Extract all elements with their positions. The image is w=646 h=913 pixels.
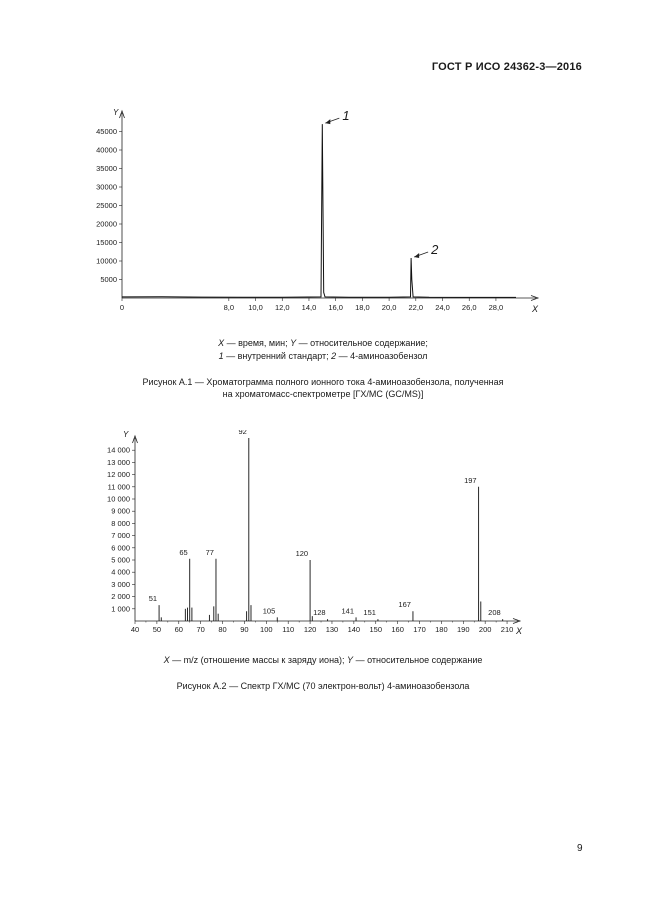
peak-label: 77 — [205, 547, 214, 557]
y-tick-label: 13 000 — [107, 457, 130, 467]
y-tick-label: 40000 — [96, 145, 117, 155]
peak1-description: — внутренний стандарт; — [223, 351, 332, 361]
page-number: 9 — [577, 843, 583, 854]
x-tick-label: 0 — [119, 303, 125, 312]
x-symbol: X — [163, 655, 170, 665]
figure1-caption-line1: Рисунок А.1 — Хроматограмма полного ионного тока 4-аминоазобензола, полученная — [142, 377, 504, 387]
chromatogram-trace — [122, 124, 516, 297]
y-description: — относительное содержание — [353, 655, 483, 665]
peak-label: 105 — [262, 606, 276, 616]
x-tick-label: 22,0 — [408, 303, 424, 312]
y-tick-label: 25000 — [96, 201, 117, 210]
y-tick-label: 5 000 — [111, 555, 130, 565]
peak-label: 197 — [464, 475, 477, 485]
y-tick-label: 20000 — [96, 219, 117, 229]
x-axis-label: X — [516, 626, 523, 636]
peak-label: 151 — [363, 608, 376, 618]
peak-label: 208 — [488, 608, 501, 618]
y-tick-label: 6 000 — [111, 543, 130, 553]
peak-label: 51 — [148, 594, 158, 604]
y-tick-label: 15000 — [96, 238, 117, 247]
x-tick-label: 10,0 — [248, 303, 263, 312]
y-tick-label: 10000 — [96, 256, 117, 266]
x-tick-label: 60 — [174, 625, 183, 634]
x-description: — m/z (отношение массы к заряду иона); — [169, 655, 348, 665]
peak-label: 65 — [179, 547, 188, 557]
peak-2-label: 2 — [431, 242, 439, 258]
y-tick-label: 7 000 — [111, 531, 130, 541]
x-tick-label: 8,0 — [223, 303, 235, 312]
peak-label: 92 — [238, 430, 247, 436]
figure1-legend-line1 — [0, 337, 646, 350]
mass-spectrum-chart — [0, 430, 646, 640]
x-tick-label: 170 — [413, 625, 426, 634]
peak-label: 120 — [295, 549, 309, 558]
x-tick-label: 12,0 — [274, 303, 290, 312]
peak-label: 128 — [313, 608, 326, 618]
y-tick-label: 5000 — [100, 275, 117, 284]
document-header: ГОСТ Р ИСО 24362-3—2016 — [431, 61, 582, 73]
peak-1-arrowhead — [325, 119, 330, 124]
x-tick-label: 140 — [347, 625, 361, 634]
x-description: — время, мин; — [224, 338, 291, 348]
y-tick-label: 1 000 — [111, 604, 130, 614]
y-symbol: Y — [347, 655, 354, 665]
y-tick-label: 45000 — [96, 127, 117, 136]
x-tick-label: 200 — [478, 625, 492, 634]
y-tick-label: 35000 — [96, 164, 117, 173]
y-tick-label: 14 000 — [107, 445, 130, 455]
y-axis-label: Y — [113, 108, 119, 117]
y-symbol: Y — [290, 338, 297, 348]
x-tick-label: 160 — [391, 625, 404, 634]
peak2-description: — 4-аминоазобензол — [336, 351, 428, 361]
y-tick-label: 30000 — [96, 182, 117, 192]
x-tick-label: 16,0 — [328, 303, 343, 312]
x-tick-label: 100 — [260, 625, 273, 634]
x-tick-label: 50 — [152, 625, 162, 634]
x-tick-label: 190 — [457, 625, 470, 634]
y-axis-label: Y — [123, 430, 129, 439]
y-tick-label: 10 000 — [107, 494, 130, 504]
x-symbol: X — [218, 338, 225, 348]
y-tick-label: 9 000 — [111, 506, 130, 516]
x-tick-label: 20,0 — [381, 303, 397, 312]
figure2-legend — [0, 654, 646, 667]
peak-2-arrowhead — [414, 253, 419, 258]
peak1-number: 1 — [218, 351, 224, 361]
y-tick-label: 12 000 — [107, 470, 130, 480]
y-tick-label: 3 000 — [111, 579, 130, 589]
peak2-number: 2 — [331, 351, 337, 361]
x-tick-label: 120 — [303, 625, 317, 634]
peak-1-label: 1 — [342, 108, 350, 124]
x-tick-label: 90 — [240, 625, 249, 634]
peak-label: 167 — [398, 600, 411, 610]
x-tick-label: 18,0 — [355, 303, 370, 312]
figure1-caption-line2: на хроматомасс-спектрометре [ГХ/МС (GC/MS)] — [222, 389, 424, 399]
y-tick-label: 11 000 — [107, 482, 130, 492]
x-tick-label: 40 — [130, 625, 140, 634]
x-tick-label: 80 — [218, 625, 227, 634]
x-tick-label: 130 — [325, 625, 339, 634]
y-description: — относительное содержание; — [296, 338, 428, 348]
x-tick-label: 150 — [369, 625, 383, 634]
x-tick-label: 70 — [196, 625, 205, 634]
x-tick-label: 180 — [435, 625, 448, 634]
x-tick-label: 14,0 — [301, 303, 317, 312]
x-axis-label: X — [532, 304, 539, 314]
y-tick-label: 8 000 — [111, 518, 130, 528]
y-tick-label: 2 000 — [111, 592, 130, 602]
x-tick-label: 110 — [282, 625, 295, 634]
figure1-legend-line2 — [0, 350, 646, 363]
chromatogram-chart — [0, 95, 646, 325]
figure2-caption: Рисунок А.2 — Спектр ГХ/МС (70 электрон-вольт) 4-аминоазобензола — [176, 681, 470, 691]
x-tick-label: 210 — [500, 625, 514, 634]
peak-label: 141 — [341, 606, 355, 616]
x-tick-label: 24,0 — [435, 303, 450, 312]
x-tick-label: 28,0 — [488, 303, 504, 312]
y-tick-label: 4 000 — [111, 567, 130, 577]
x-tick-label: 26,0 — [461, 303, 477, 312]
